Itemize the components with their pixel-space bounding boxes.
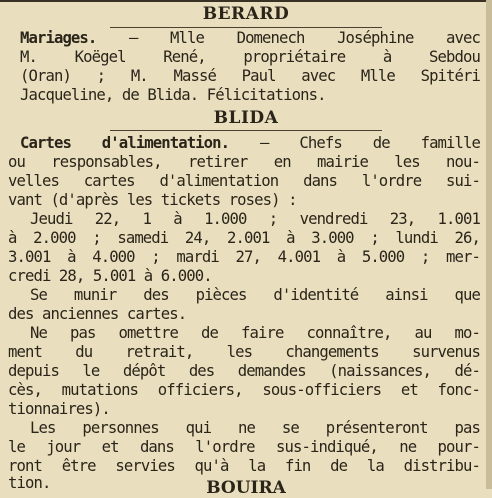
paragraph-line: ment du retrait, les changements survenus	[8, 343, 480, 361]
paragraph-line: Se munir des pièces d'identité ainsi que	[30, 286, 480, 304]
paragraph-line: Jacqueline, de Blida. Félicitations.	[20, 86, 326, 104]
paragraph-line: des anciennes cartes.	[8, 305, 187, 323]
section-lead-cartes: Cartes d'alimentation.	[20, 134, 230, 152]
section-heading-blida: BLIDA	[213, 108, 279, 128]
paragraph-line: tionnaires).	[8, 400, 110, 418]
paragraph-line: M. Koëgel René, propriétaire à Sebdou	[20, 48, 480, 66]
paragraph-line: Mariages. — Mlle Domenech Joséphine avec	[20, 29, 480, 47]
paragraph-line: ou responsables, retirer en mairie les nou-	[8, 153, 480, 171]
paragraph-line: cès, mutations officiers, sous-officiers et fonc-	[8, 381, 480, 399]
next-section-heading-cut: BOUIRA	[206, 478, 286, 498]
paragraph-line: à 2.000 ; samedi 24, 2.001 à 3.000 ; lundi 26,	[8, 229, 480, 247]
paragraph-line: velles cartes d'alimentation dans l'ordre sui-	[8, 172, 480, 190]
paragraph-line: Jeudi 22, 1 à 1.000 ; vendredi 23, 1.001	[30, 210, 480, 228]
paragraph-line: depuis le dépôt des demandes (naissances, dé-	[8, 362, 480, 380]
paragraph-line: credi 28, 5.001 à 6.000.	[8, 267, 212, 285]
heading-rule	[110, 130, 382, 131]
paragraph-line: (Oran) ; M. Massé Paul avec Mlle Spitéri	[20, 67, 480, 85]
paragraph-line: le jour et dans l'ordre sus-indiqué, ne pour-	[8, 438, 480, 456]
paragraph-line: Ne pas omettre de faire connaître, au mo-	[30, 324, 480, 342]
paragraph-line: 3.001 à 4.000 ; mardi 27, 4.001 à 5.000 ; mer-	[8, 248, 480, 266]
section-lead-mariages: Mariages.	[20, 29, 97, 47]
paragraph-line: tion.	[8, 474, 51, 492]
paragraph-line: Cartes d'alimentation. — Chefs de famille	[20, 134, 480, 152]
paragraph-line: vant (d'après les tickets roses) :	[8, 191, 297, 209]
section-heading-berard: BERARD	[202, 4, 290, 24]
page-edge	[486, 0, 492, 489]
paragraph-line: Les personnes qui ne se présenteront pas	[30, 419, 480, 437]
paragraph-line: ront être servies qu'à la fin de la distribu-	[8, 457, 480, 475]
top-rule	[0, 0, 492, 2]
heading-rule	[110, 27, 382, 28]
